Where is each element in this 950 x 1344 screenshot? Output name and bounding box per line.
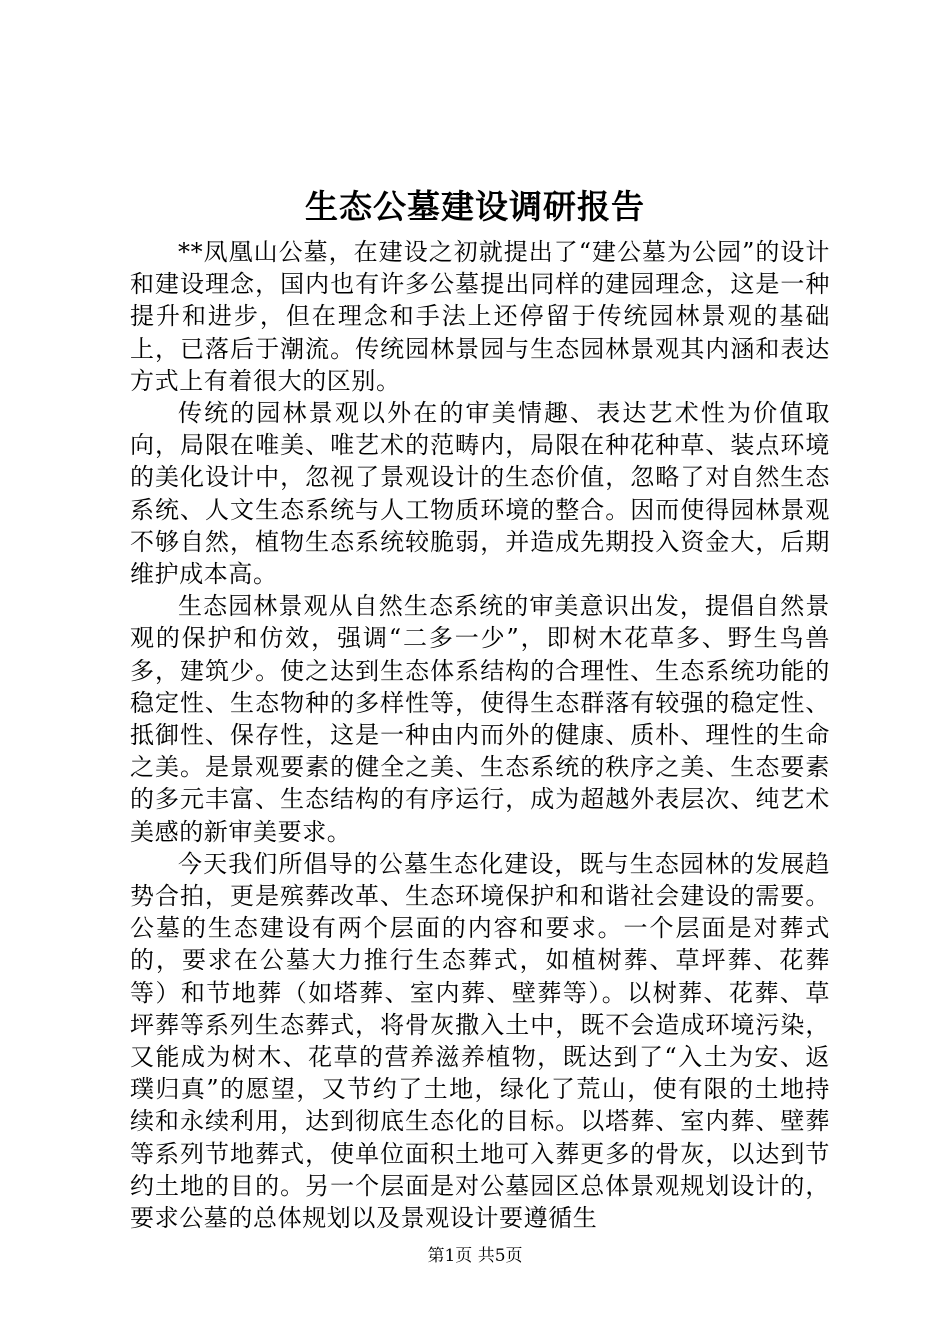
paragraph-3: 生态园林景观从自然生态系统的审美意识出发，提倡自然景观的保护和仿效，强调“二多一少”，即树木花草多、野生鸟兽多，建筑少。使之达到生态体系结构的合理性、生态系统功能的稳定性、生态物种的多样性等，使得生态群落有较强的稳定性、抵御性、保存性，这是一种由内而外的健康、质朴、理性的生命之美。是景观要素的健全之美、生态系统的秩序之美、生态要素的多元丰富、生态结构的有序运行，成为超越外表层次、纯艺术美感的新审美要求。 xyxy=(130,592,830,846)
paragraph-1: **凤凰山公墓，在建设之初就提出了“建公墓为公园”的设计和建设理念，国内也有许多公墓提出同样的建园理念，这是一种提升和进步，但在理念和手法上还停留于传统园林景观的基础上，已落后于潮流。传统园林景园与生态园林景观其内涵和表达方式上有着很大的区别。 xyxy=(130,238,830,395)
paragraph-4: 今天我们所倡导的公墓生态化建设，既与生态园林的发展趋势合拍，更是殡葬改革、生态环境保护和和谐社会建设的需要。公墓的生态建设有两个层面的内容和要求。一个层面是对葬式的，要求在公墓大力推行生态葬式，如植树葬、草坪葬、花葬等）和节地葬（如塔葬、室内葬、壁葬等）。以树葬、花葬、草坪葬等系列生态葬式，将骨灰撒入土中，既不会造成环境污染，又能成为树木、花草的营养滋养植物，既达到了“入土为安、返璞归真”的愿望，又节约了土地，绿化了荒山，使有限的土地持续和永续利用，达到彻底生态化的目标。以塔葬、室内葬、壁葬等系列节地葬式，使单位面积土地可入葬更多的骨灰，以达到节约土地的目的。另一个层面是对公墓园区总体景观规划设计的，要求公墓的总体规划以及景观设计要遵循生 xyxy=(130,849,830,1233)
document-body xyxy=(130,236,830,1234)
page-number-footer: 第1页 共5页 xyxy=(427,1246,523,1266)
paragraph-2: 传统的园林景观以外在的审美情趣、表达艺术性为价值取向，局限在唯美、唯艺术的范畴内，局限在种花种草、装点环境的美化设计中，忽视了景观设计的生态价值，忽略了对自然生态系统、人文生态系统与人工物质环境的整合。因而使得园林景观不够自然，植物生态系统较脆弱，并造成先期投入资金大，后期维护成本高。 xyxy=(130,399,830,589)
document-title: 生态公墓建设调研报告 xyxy=(305,187,645,226)
